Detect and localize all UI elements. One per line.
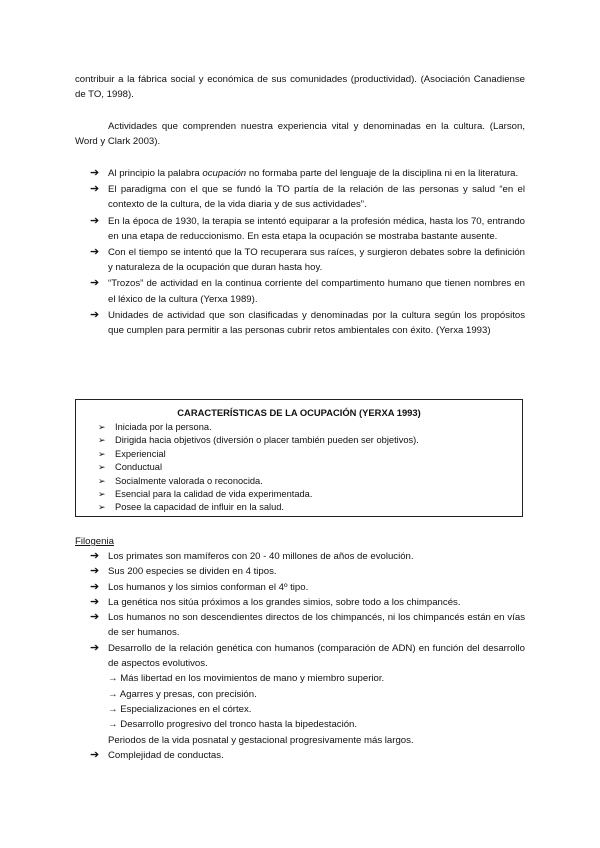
arrow-icon: ➔ <box>90 641 100 654</box>
sub-item: → Especializaciones en el córtex. <box>108 703 252 715</box>
bullet-item <box>90 308 525 338</box>
characteristic-text: Esencial para la calidad de vida experimentada. <box>115 489 313 500</box>
arrow-icon: ➔ <box>90 550 100 562</box>
sub-item: → Desarrollo progresivo del tronco hasta la bipedestación. <box>108 719 358 731</box>
bullet-item <box>90 245 525 275</box>
sub-item: → Más libertad en los movimientos de mano y miembro superior. <box>108 673 385 685</box>
characteristic-item <box>98 448 419 461</box>
intro-paragraph-2: Actividades que comprenden nuestra experiencia vital y denominadas en la cultura. (Larson, Word y Clark 2003). <box>75 121 525 147</box>
characteristic-text: Conductual <box>115 462 163 473</box>
arrow-icon: ➔ <box>90 580 100 593</box>
bullet-text: Unidades de actividad que son clasificadas y denominadas por la cultura según los propósitos que cumplen para permitir a las personas cubrir retos ambientales con éxito. (Yerxa 1993) <box>108 309 525 337</box>
characteristic-item <box>98 461 419 474</box>
characteristic-item <box>98 475 419 488</box>
bullet-item <box>90 214 525 244</box>
bullet-text: Con el tiempo se intentó que la TO recuperara sus raíces, y surgieron debates sobre la definición y naturaleza de la ocupación que duran hasta hoy. <box>108 247 525 274</box>
characteristic-item <box>98 434 419 447</box>
sub-item: → Agarres y presas, con precisión. <box>108 688 257 700</box>
filogenia-text: Los primates son mamíferos con 20 - 40 millones de años de evolución. <box>108 551 414 562</box>
triangle-arrow-icon: ➢ <box>98 422 106 432</box>
bullet-item <box>90 182 525 212</box>
arrow-icon: ➔ <box>90 748 100 761</box>
filogenia-text: Los humanos no son descendientes directos de los chimpancés, ni los chimpancés están en vías de ser humanos. <box>108 612 525 639</box>
section-heading-filogenia: Filogenia <box>75 536 114 547</box>
intro-paragraph-1: contribuir a la fábrica social y económica de sus comunidades (productividad). (Asociación Canadiense de TO, 1998). <box>75 74 525 100</box>
filogenia-text: Complejidad de conductas. <box>108 749 224 761</box>
filogenia-item <box>90 641 525 748</box>
filogenia-list <box>90 549 525 763</box>
occupation-bullet-list <box>90 166 525 339</box>
filogenia-item <box>90 549 525 564</box>
characteristics-box <box>75 399 523 517</box>
sub-item: Periodos de la vida posnatal y gestacional progresivamente más largos. <box>108 734 414 746</box>
characteristic-text: Experiencial <box>115 448 166 459</box>
triangle-arrow-icon: ➢ <box>98 448 106 459</box>
bullet-text-post: no formaba parte del lenguaje de la disciplina ni en la literatura. <box>246 168 519 179</box>
triangle-arrow-icon: ➢ <box>98 435 106 446</box>
characteristic-text: Socialmente valorada o reconocida. <box>115 475 263 486</box>
filogenia-item <box>90 580 525 595</box>
filogenia-text: Sus 200 especies se dividen en 4 tipos. <box>108 566 277 578</box>
arrow-icon: ➔ <box>90 595 100 608</box>
box-title: CARACTERÍSTICAS DE LA OCUPACIÓN (YERXA 1993) <box>177 407 421 418</box>
filogenia-text: Los humanos y los simios conforman el 4º tipo. <box>108 581 309 593</box>
characteristic-item <box>98 488 419 501</box>
arrow-icon: ➔ <box>90 277 100 290</box>
bullet-text: “Trozos” de actividad en la continua corriente del compartimento humano que tienen nombres en el léxico de la cultura (Yerxa 1989). <box>108 278 525 305</box>
characteristic-text: Dirigida hacia objetivos (diversión o placer también pueden ser objetivos). <box>115 435 419 446</box>
triangle-arrow-icon: ➢ <box>98 475 106 486</box>
arrow-icon: ➔ <box>90 565 100 578</box>
filogenia-item <box>90 564 525 579</box>
filogenia-item <box>90 595 525 610</box>
characteristic-item <box>98 501 419 514</box>
filogenia-item <box>90 748 525 763</box>
filogenia-text: La genética nos sitúa próximos a los grandes simios, sobre todo a los chimpancés. <box>108 596 461 608</box>
bullet-item <box>90 166 525 181</box>
triangle-arrow-icon: ➢ <box>98 502 106 513</box>
filogenia-text: Desarrollo de la relación genética con humanos (comparación de ADN) en función del desarrollo de aspectos evolutivos. <box>108 642 525 670</box>
arrow-icon: ➔ <box>90 246 100 259</box>
bullet-item <box>90 276 525 306</box>
bullet-text-emphasis: ocupación <box>202 168 247 179</box>
arrow-icon: ➔ <box>90 611 100 624</box>
arrow-icon: ➔ <box>90 308 100 321</box>
arrow-icon: ➔ <box>90 167 100 179</box>
bullet-text: En la época de 1930, la terapia se intentó equiparar a la profesión médica, hasta los 70, entrando en una etapa de reduccionismo. En esta etapa la ocupación se mostraba bastante ausente. <box>108 215 525 242</box>
characteristic-text: Iniciada por la persona. <box>115 422 212 432</box>
triangle-arrow-icon: ➢ <box>98 489 106 500</box>
filogenia-item <box>90 610 525 641</box>
bullet-text: El paradigma con el que se fundó la TO partía de la relación de las personas y salud “en el contexto de la cultura, de la vida diaria y de sus actividades”. <box>108 184 525 211</box>
characteristic-text: Posee la capacidad de influir en la salud. <box>115 502 285 513</box>
characteristics-list <box>98 421 419 515</box>
bullet-text-pre: Al principio la palabra <box>108 168 203 179</box>
triangle-arrow-icon: ➢ <box>98 462 106 473</box>
arrow-icon: ➔ <box>90 214 100 227</box>
arrow-icon: ➔ <box>90 183 100 196</box>
characteristic-item <box>98 421 419 434</box>
